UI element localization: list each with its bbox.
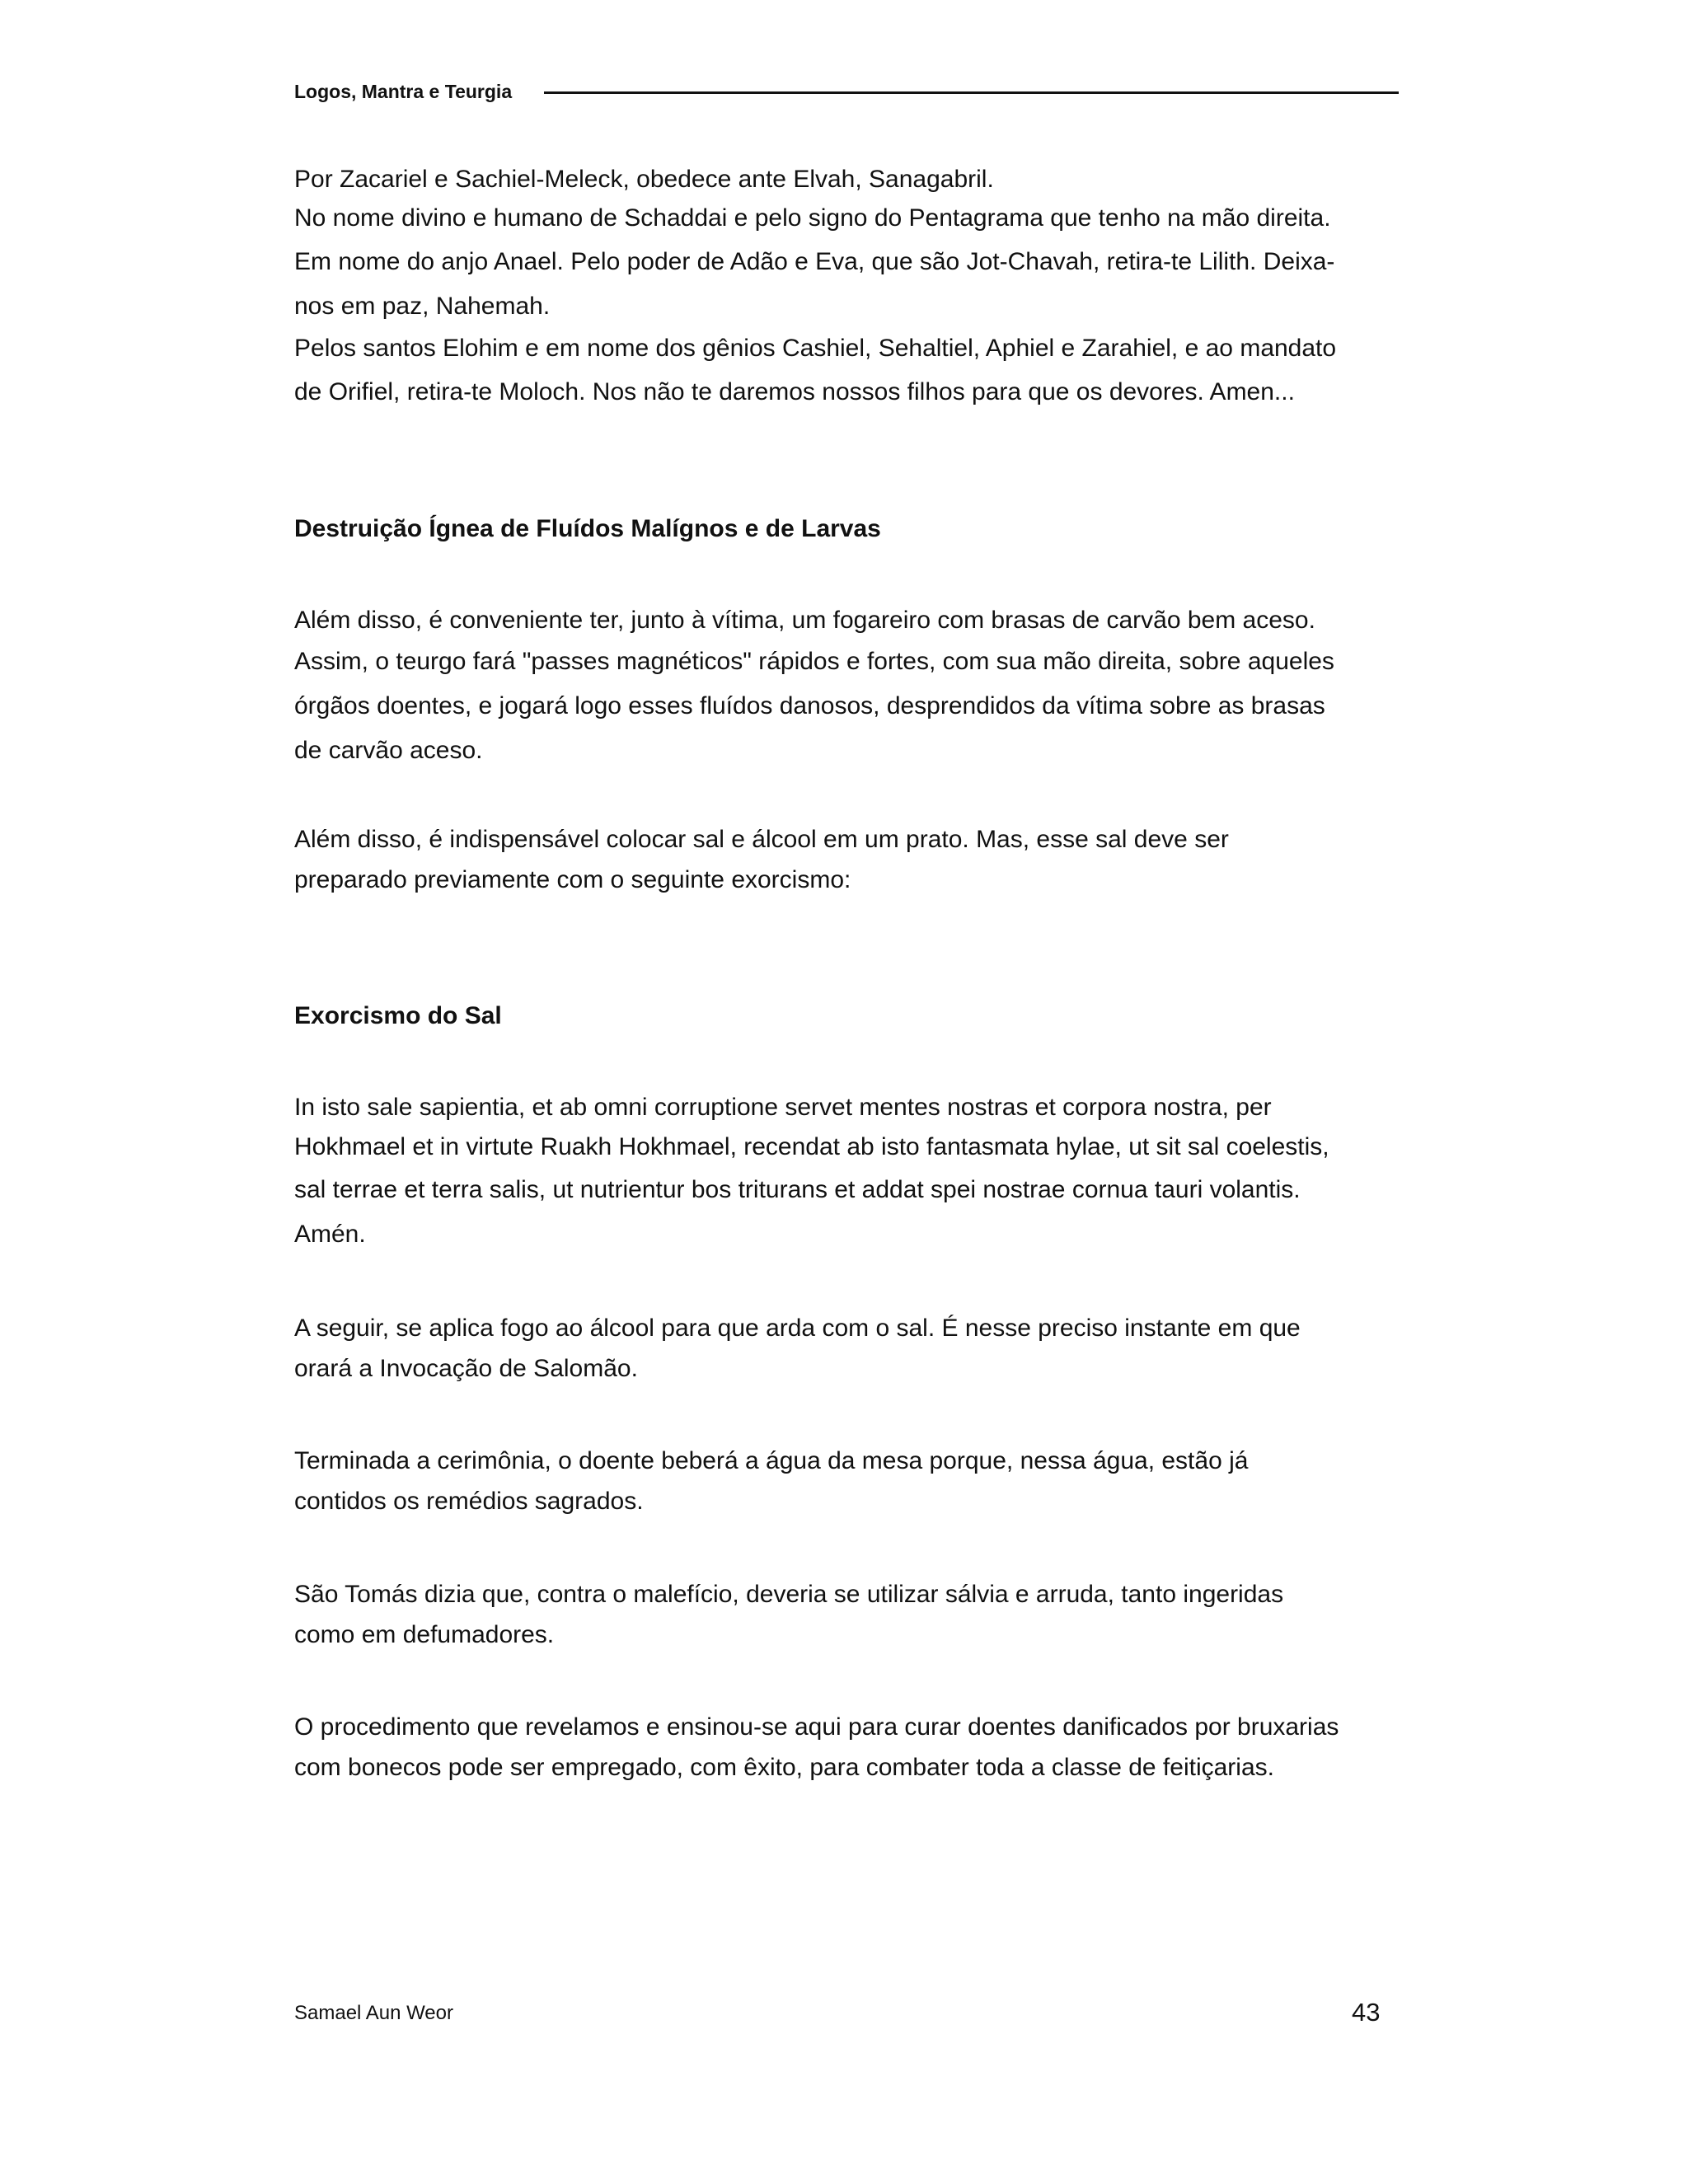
fogareiro-paragraph xyxy=(294,598,1366,772)
text-line: Hokhmael et in virtute Ruakh Hokhmael, recendat ab isto fantasmata hylae, ut sit sal coelestis, xyxy=(294,1133,1329,1160)
text-line: de Orifiel, retira-te Moloch. Nos não te daremos nossos filhos para que os devores. Amen... xyxy=(294,378,1295,405)
text-line: de carvão aceso. xyxy=(294,737,483,764)
text-line: nos em paz, Nahemah. xyxy=(294,293,551,320)
text-line: preparado previamente com o seguinte exorcismo: xyxy=(294,866,851,893)
text-line: como em defumadores. xyxy=(294,1621,555,1648)
page-number: 43 xyxy=(1352,1998,1381,2027)
section-heading-destruicao: Destruição Ígnea de Fluídos Malígnos e de Larvas xyxy=(294,515,881,542)
text-line: órgãos doentes, e jogará logo esses fluídos danosos, desprendidos da vítima sobre as brasas xyxy=(294,692,1325,719)
fogo-paragraph xyxy=(294,1308,1366,1389)
conjuration-paragraph xyxy=(294,158,1366,415)
running-header xyxy=(294,79,1399,104)
text-line: A seguir, se aplica fogo ao álcool para que arda com o sal. É nesse preciso instante em que xyxy=(294,1315,1301,1342)
text-line: São Tomás dizia que, contra o malefício, deveria se utilizar sálvia e arruda, tanto ingeridas xyxy=(294,1581,1284,1608)
text-line: Além disso, é conveniente ter, junto à vítima, um fogareiro com brasas de carvão bem aceso. xyxy=(294,607,1315,634)
text-line: com bonecos pode ser empregado, com êxito, para combater toda a classe de feitiçarias. xyxy=(294,1754,1274,1781)
footer-author: Samael Aun Weor xyxy=(294,2002,453,2024)
procedimento-paragraph xyxy=(294,1707,1366,1788)
text-line: Em nome do anjo Anael. Pelo poder de Adão e Eva, que são Jot-Chavah, retira-te Lilith. Deixa- xyxy=(294,248,1335,275)
text-line: In isto sale sapientia, et ab omni corruptione servet mentes nostras et corpora nostra, per xyxy=(294,1094,1272,1121)
text-line: No nome divino e humano de Schaddai e pelo signo do Pentagrama que tenho na mão direita. xyxy=(294,204,1331,232)
text-line: Pelos santos Elohim e em nome dos gênios Cashiel, Sehaltiel, Aphiel e Zarahiel, e ao mandato xyxy=(294,335,1337,362)
text-line: Por Zacariel e Sachiel-Meleck, obedece ante Elvah, Sanagabril. xyxy=(294,166,994,193)
text-line: sal terrae et terra salis, ut nutrientur bos triturans et addat spei nostrae cornua tauri volantis. xyxy=(294,1176,1301,1203)
text-line: Terminada a cerimônia, o doente beberá a água da mesa porque, nessa água, estão já xyxy=(294,1447,1249,1474)
header-title: Logos, Mantra e Teurgia xyxy=(294,81,513,102)
section-heading-exorcismo: Exorcismo do Sal xyxy=(294,1002,502,1029)
text-line: Além disso, é indispensável colocar sal e álcool em um prato. Mas, esse sal deve ser xyxy=(294,826,1229,853)
sal-paragraph xyxy=(294,819,1366,900)
latin-exorcism-paragraph xyxy=(294,1085,1366,1256)
agua-paragraph xyxy=(294,1441,1366,1521)
text-line: contidos os remédios sagrados. xyxy=(294,1488,644,1515)
tomas-paragraph xyxy=(294,1574,1366,1655)
text-line: O procedimento que revelamos e ensinou-se aqui para curar doentes danificados por bruxarias xyxy=(294,1713,1339,1741)
text-line: Assim, o teurgo fará "passes magnéticos" rápidos e fortes, com sua mão direita, sobre aqueles xyxy=(294,648,1334,675)
header-rule xyxy=(544,91,1399,94)
text-line: orará a Invocação de Salomão. xyxy=(294,1355,638,1382)
text-line: Amén. xyxy=(294,1221,366,1248)
